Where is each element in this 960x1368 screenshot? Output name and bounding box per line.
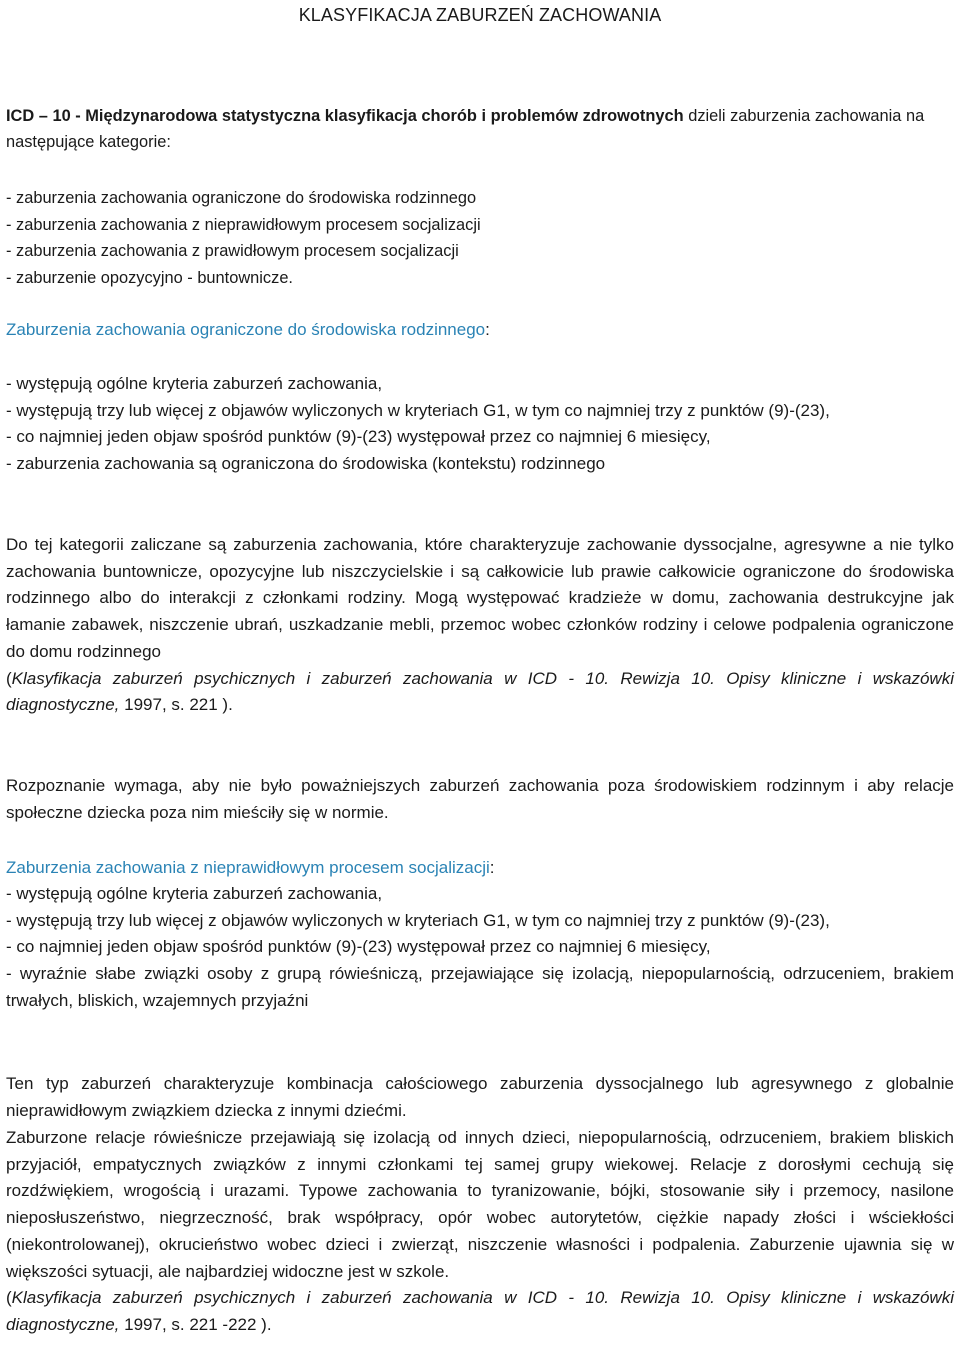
criteria-item: - występują ogólne kryteria zaburzeń zachowania, — [6, 374, 383, 393]
citation-family: (Klasyfikacja zaburzeń psychicznych i zaburzeń zachowania w ICD - 10. Rewizja 10. Opisy kliniczne i wskazówki diagnostyczne, 1997, s. 221 ). — [6, 668, 954, 715]
citation-details: 1997, s. 221 -222 ). — [119, 1314, 272, 1334]
criteria-item: - zaburzenia zachowania są ograniczona do środowiska (kontekstu) rodzinnego — [6, 454, 606, 474]
paragraph-family-description — [6, 532, 954, 719]
paragraph-diagnosis: Rozpoznanie wymaga, aby nie było poważniejszych zaburzeń zachowania poza środowiskiem rodzinnym i aby relacje społeczne dziecka poza nim mieściły się w normie. — [6, 776, 954, 822]
citation-title: Klasyfikacja zaburzeń psychicznych i zaburzeń zachowania w ICD - 10. Rewizja 10. Opisy kliniczne i wskazówki diagnostyczne, — [6, 1288, 954, 1334]
section-heading-text: Zaburzenia zachowania ograniczone do środowiska rodzinnego — [6, 320, 486, 339]
heading-colon: : — [485, 320, 490, 339]
document-title: KLASYFIKACJA ZABURZEŃ ZACHOWANIA — [298, 5, 662, 25]
citation-title: Klasyfikacja zaburzeń psychicznych i zaburzeń zachowania w ICD - 10. Rewizja 10. Opisy kliniczne i wskazówki diagnostyczne, — [6, 668, 954, 715]
criteria-item: - występują trzy lub więcej z objawów wyliczonych w kryteriach G1, w tym co najmniej trzy z punktów (9)-(23), — [6, 400, 830, 420]
category-item: - zaburzenie opozycyjno - buntownicze. — [6, 268, 293, 287]
criteria-list-family — [6, 371, 954, 478]
criteria-item: - wyraźnie słabe związki osoby z grupą rówieśniczą, przejawiające się izolacją, niepopularnością, odrzuceniem, brakiem trwałych, bliskich, wzajemnych przyjaźni — [6, 964, 954, 1010]
category-item: - zaburzenia zachowania ograniczone do środowiska rodzinnego — [6, 189, 477, 207]
criteria-list-socialization — [6, 881, 954, 1015]
section-heading-family — [6, 317, 954, 344]
intro-text: dzieli zaburzenia zachowania na następujące kategorie: — [6, 107, 925, 151]
criteria-item: - co najmniej jeden objaw spośród punktów (9)-(23) występował przez co najmniej 6 miesięcy, — [6, 937, 711, 957]
icd-title: ICD – 10 - Międzynarodowa statystyczna klasyfikacja chorób i problemów zdrowotnych — [6, 107, 684, 125]
paragraph-socialization-type: Ten typ zaburzeń charakteryzuje kombinacja całościowego zaburzenia dyssocjalnego lub agresywnego z globalnie nieprawidłowym związkiem dziecka z innymi dziećmi. — [6, 1074, 954, 1120]
category-item: - zaburzenia zachowania z prawidłowym procesem socjalizacji — [6, 242, 459, 260]
intro-paragraph — [6, 103, 954, 155]
section-heading-text: Zaburzenia zachowania z nieprawidłowym procesem socjalizacji — [6, 858, 490, 877]
criteria-item: - co najmniej jeden objaw spośród punktów (9)-(23) występował przez co najmniej 6 miesięcy, — [6, 427, 711, 447]
description-text: Do tej kategorii zaliczane są zaburzenia zachowania, które charakteryzuje zachowanie dyssocjalne, agresywne a nie tylko zachowania buntownicze, opozycyjne lub niszczycielskie i są całkowicie lub prawie całkowicie ograniczone do środowiska rodzinnego albo do interakcji z członkami rodziny. Mogą występować kradzieże w domu, zachowania destrukcyjne jak łamanie zabawek, niszczenie ubrań, uszkadzanie mebli, przemoc wobec członków rodziny i celowe podpalenia ograniczone do domu rodzinnego — [6, 535, 954, 661]
citation-details: 1997, s. 221 ). — [119, 695, 233, 715]
peer-relations-text: Zaburzone relacje rówieśnicze przejawiają się izolacją od innych dzieci, niepopularnością, odrzuceniem, brakiem bliskich przyjaciół, empatycznych związków z innymi członkami tej samej grupy wiekowej. Relacje z dorosłymi cechują się rozdźwiękiem, wrogością i urazami. Typowe zachowania to tyranizowanie, bójki, stosowanie siły i przemocy, nasilone nieposłuszeństwo, niegrzeczność, brak współpracy, opór wobec autorytetów, ciężkie napady złości i wściekłości (niekontrolowanej), okrucieństwo wobec dzieci i zwierząt, niszczenie własności i podpalenia. Zaburzenie ujawnia się w większości sytuacji, ale najbardziej widoczne jest w szkole. — [6, 1128, 954, 1281]
section-heading-socialization — [6, 855, 954, 882]
category-list — [6, 185, 954, 291]
paragraph-peer-relations — [6, 1125, 954, 1339]
citation-socialization: (Klasyfikacja zaburzeń psychicznych i zaburzeń zachowania w ICD - 10. Rewizja 10. Opisy kliniczne i wskazówki diagnostyczne, 1997, s. 221 -222 ). — [6, 1288, 954, 1334]
criteria-item: - występują trzy lub więcej z objawów wyliczonych w kryteriach G1, w tym co najmniej trzy z punktów (9)-(23), — [6, 910, 830, 930]
criteria-item: - występują ogólne kryteria zaburzeń zachowania, — [6, 884, 383, 903]
category-item: - zaburzenia zachowania z nieprawidłowym procesem socjalizacji — [6, 215, 481, 234]
heading-colon: : — [489, 858, 495, 877]
